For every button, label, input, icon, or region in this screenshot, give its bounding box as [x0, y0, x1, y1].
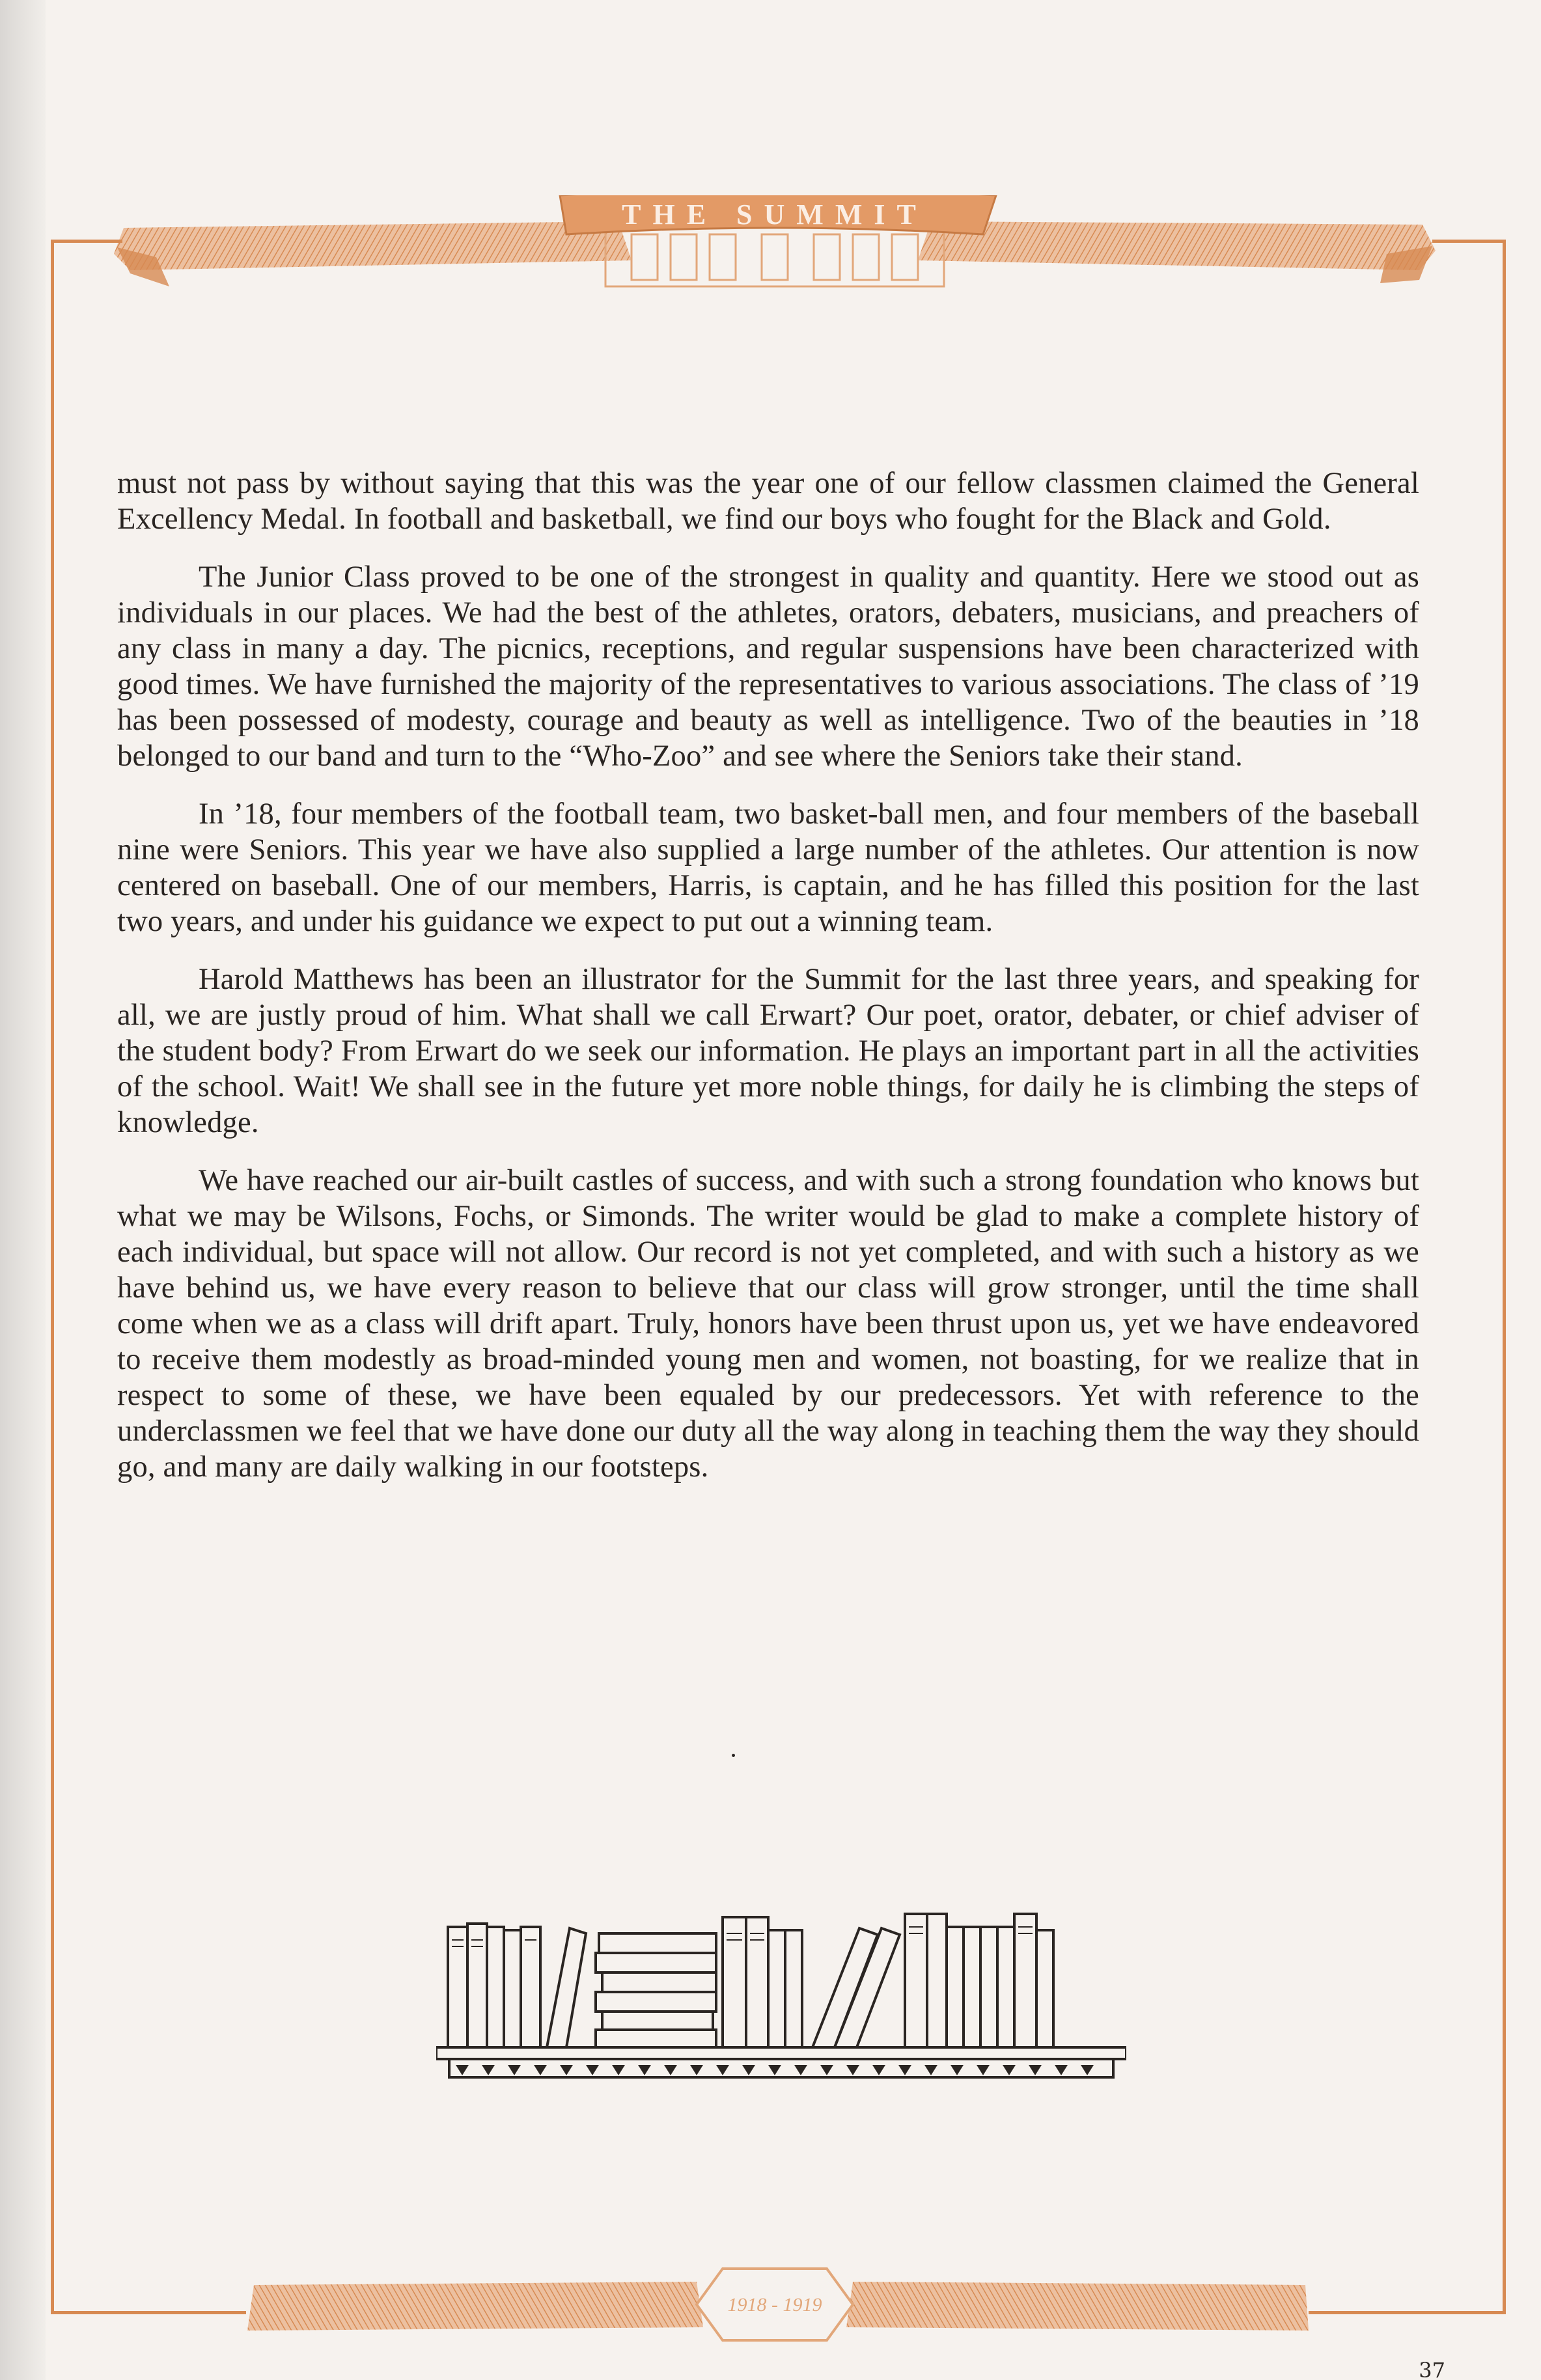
year-emblem: 1918 - 1919	[727, 2294, 822, 2316]
paragraph: In ’18, four members of the football team, two basket-ball men, and four members of the baseball nine were Seniors. This year we have also supplied a large number of the athletes. Our attention is now centered on baseball. One of our members, Harris, is captain, and he has filled this position for the last two years, and under his guidance we expect to put out a winning team.	[117, 797, 1419, 938]
paragraph: The Junior Class proved to be one of the strongest in quality and quantity. Here we stood out as individuals in our places. We had the best of the athletes, orators, debaters, musicians, and preachers of any class in many a day. The picnics, receptions, and regular suspensions have been characterized with good times. We have furnished the majority of the representatives to various associations. The class of ’19 has been possessed of modesty, courage and beauty as well as intelligence. Two of the beauties in ’18 belonged to our band and turn to the “Who-Zoo” and see where the Seniors take their stand.	[117, 560, 1419, 773]
frame-top-right-rule	[1432, 240, 1506, 243]
paragraph: We have reached our air-built castles of success, and with such a strong foundation who knows but what we may be Wilsons, Fochs, or Simonds. The writer would be glad to make a complete history of each individual, but space will not allow. Our record is not yet completed, and with such a history as we have behind us, we have every reason to believe that our class will grow stronger, until the time shall come when we as a class will drift apart. Truly, honors have been thrust upon us, yet we have endeavored to receive them modestly as broad-minded young men and women, not boasting, for we realize that in respect to some of these, we have been equaled by our predecessors. Yet with reference to the underclassmen we feel that we have done our duty all the way along in teaching them the way they should go, and many are daily walking in our footsteps.	[117, 1164, 1419, 1484]
masthead-title: THE SUMMIT	[622, 199, 928, 230]
paragraph: must not pass by without saying that this was the year one of our fellow classmen claimed the General Excellency Medal. In football and basketball, we find our boys who fought for the Black and Gold.	[117, 467, 1419, 536]
bookshelf-illustration	[436, 1888, 1126, 2083]
stray-ink-dot	[732, 1754, 735, 1757]
page-number: 37	[1419, 2358, 1445, 2380]
page-gutter-shadow	[0, 0, 46, 2380]
footer-year-band	[247, 2265, 1309, 2344]
frame-bottom-right-rule	[1309, 2311, 1506, 2314]
paragraph: Harold Matthews has been an illustrator for the Summit for the last three years, and speaking for all, we are justly proud of him. What shall we call Erwart? Our poet, orator, debater, or chief adviser of the student body? From Erwart do we seek our information. He plays an important part in all the activities of the school. Wait! We shall see in the future yet more noble things, for daily he is climbing the steps of knowledge.	[117, 963, 1419, 1139]
article-body	[117, 465, 1419, 1507]
frame-bottom-left-rule	[51, 2311, 246, 2314]
frame-top-left-rule	[51, 240, 122, 243]
